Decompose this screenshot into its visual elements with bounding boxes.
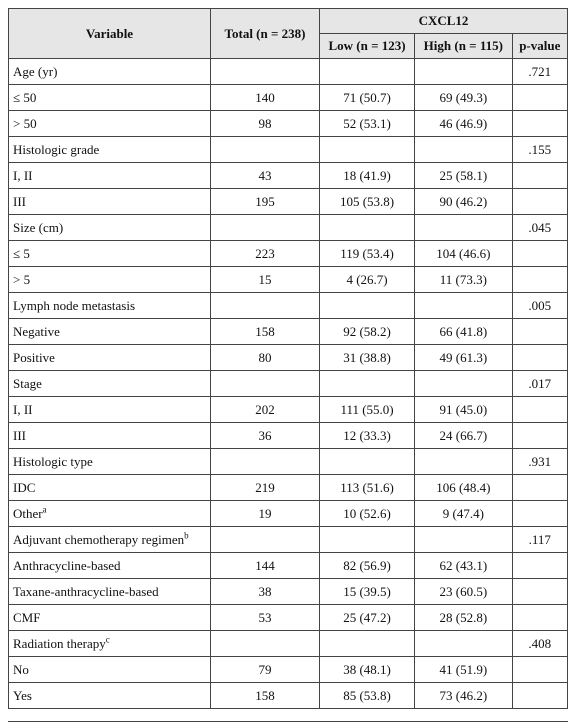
table-row [9, 527, 568, 553]
row-high [415, 423, 513, 449]
row-low-text: 25 (47.2) [343, 609, 391, 625]
row-high-text: 41 (51.9) [439, 661, 488, 677]
table-row [9, 163, 568, 189]
row-low [320, 527, 415, 553]
row-low [320, 371, 415, 397]
row-label [9, 267, 211, 293]
row-high [415, 319, 513, 345]
row-low-text: 10 (52.6) [343, 505, 391, 521]
row-total-text: 79 [258, 661, 272, 677]
row-low [320, 215, 415, 241]
table-row [9, 553, 568, 579]
row-total [211, 475, 320, 501]
row-high [415, 215, 513, 241]
row-label-text: Adjuvant chemotherapy regimen [13, 531, 185, 547]
row-p-value [512, 267, 567, 293]
row-high-text: 11 (73.3) [439, 271, 487, 287]
row-total [211, 85, 320, 111]
header-variable: Variable [9, 9, 211, 59]
row-high [415, 241, 513, 267]
table-row [9, 397, 568, 423]
row-p-value [512, 657, 567, 683]
table-row [9, 85, 568, 111]
row-low [320, 345, 415, 371]
row-p-value-text: .721 [528, 63, 552, 79]
row-total-text: 158 [255, 323, 275, 339]
header-p-value: p-value [512, 34, 567, 59]
row-p-value [512, 527, 567, 553]
row-total [211, 345, 320, 371]
row-p-value-text: .155 [528, 141, 552, 157]
row-total [211, 397, 320, 423]
row-low [320, 683, 415, 709]
row-low [320, 111, 415, 137]
row-low [320, 59, 415, 85]
row-low-text: 18 (41.9) [343, 167, 391, 183]
table-row [9, 267, 568, 293]
row-label-text: Anthracycline-based [13, 557, 121, 573]
row-total [211, 319, 320, 345]
row-high [415, 579, 513, 605]
row-high-text: 28 (52.8) [439, 609, 488, 625]
row-label-text: Age (yr) [13, 63, 58, 79]
row-p-value [512, 475, 567, 501]
row-label [9, 475, 211, 501]
row-low-text: 85 (53.8) [343, 687, 391, 703]
row-high [415, 553, 513, 579]
row-high-text: 66 (41.8) [439, 323, 488, 339]
row-low [320, 449, 415, 475]
row-total-text: 219 [255, 479, 275, 495]
row-total [211, 163, 320, 189]
row-label [9, 59, 211, 85]
row-total-text: 80 [258, 349, 272, 365]
row-total [211, 111, 320, 137]
row-label [9, 501, 211, 527]
row-high [415, 345, 513, 371]
row-p-value [512, 605, 567, 631]
row-low-text: 82 (56.9) [343, 557, 391, 573]
row-low-text: 15 (39.5) [343, 583, 391, 599]
row-high-text: 25 (58.1) [439, 167, 488, 183]
row-total [211, 657, 320, 683]
row-high [415, 111, 513, 137]
row-high [415, 657, 513, 683]
row-p-value [512, 215, 567, 241]
row-p-value-text: .931 [528, 453, 552, 469]
table-row [9, 59, 568, 85]
row-high-text: 23 (60.5) [439, 583, 488, 599]
row-p-value-text: .005 [528, 297, 552, 313]
row-p-value [512, 423, 567, 449]
row-high-text: 90 (46.2) [439, 193, 488, 209]
row-low-text: 119 (53.4) [340, 245, 394, 261]
row-high-text: 73 (46.2) [439, 687, 488, 703]
row-label-text: CMF [13, 609, 41, 625]
row-high-text: 106 (48.4) [436, 479, 491, 495]
table-row [9, 449, 568, 475]
row-total-text: 38 [258, 583, 272, 599]
row-label-text: Taxane-anthracycline-based [13, 583, 159, 599]
row-high [415, 267, 513, 293]
row-high [415, 605, 513, 631]
row-low-text: 92 (58.2) [343, 323, 391, 339]
row-label [9, 605, 211, 631]
row-total-text: 43 [258, 167, 272, 183]
row-p-value [512, 631, 567, 657]
row-p-value [512, 449, 567, 475]
row-label-text: Yes [13, 687, 32, 703]
row-total [211, 449, 320, 475]
row-label-text: I, II [13, 401, 33, 417]
table-row [9, 631, 568, 657]
row-high-text: 62 (43.1) [439, 557, 488, 573]
row-total [211, 683, 320, 709]
table-row [9, 683, 568, 709]
table-row [9, 215, 568, 241]
row-label-text: Radiation therapy [13, 635, 106, 651]
row-p-value [512, 59, 567, 85]
table-row [9, 579, 568, 605]
row-total [211, 241, 320, 267]
row-low [320, 579, 415, 605]
row-total [211, 605, 320, 631]
row-label-text: Negative [13, 323, 60, 339]
row-low-text: 111 (55.0) [340, 401, 394, 417]
footnote-marker: c [105, 634, 110, 645]
row-high [415, 475, 513, 501]
row-high [415, 371, 513, 397]
row-p-value [512, 553, 567, 579]
row-total [211, 501, 320, 527]
header-total: Total (n = 238) [211, 9, 320, 59]
table-row [9, 293, 568, 319]
row-label-text: ≤ 5 [13, 245, 30, 261]
table-body [9, 59, 568, 709]
header-low: Low (n = 123) [320, 34, 415, 59]
table-row [9, 189, 568, 215]
row-high [415, 449, 513, 475]
table-row [9, 605, 568, 631]
table-row [9, 371, 568, 397]
row-p-value [512, 189, 567, 215]
row-p-value [512, 137, 567, 163]
row-label [9, 137, 211, 163]
row-label-text: Size (cm) [13, 219, 64, 235]
row-p-value [512, 371, 567, 397]
row-high-text: 69 (49.3) [439, 89, 488, 105]
row-high-text: 104 (46.6) [436, 245, 491, 261]
row-label [9, 631, 211, 657]
row-high [415, 501, 513, 527]
row-p-value-text: .045 [528, 219, 552, 235]
row-low [320, 501, 415, 527]
row-total [211, 267, 320, 293]
row-label [9, 111, 211, 137]
row-p-value [512, 241, 567, 267]
row-total [211, 189, 320, 215]
row-total-text: 36 [258, 427, 272, 443]
row-total-text: 195 [255, 193, 275, 209]
row-low [320, 163, 415, 189]
row-label-text: Histologic type [13, 453, 93, 469]
row-label [9, 293, 211, 319]
row-label [9, 397, 211, 423]
table-row [9, 111, 568, 137]
table-row [9, 423, 568, 449]
row-low [320, 293, 415, 319]
row-p-value [512, 85, 567, 111]
row-label [9, 683, 211, 709]
table-row [9, 657, 568, 683]
row-p-value-text: .117 [528, 531, 551, 547]
row-low-text: 4 (26.7) [346, 271, 388, 287]
row-p-value-text: .408 [528, 635, 552, 651]
row-total-text: 15 [258, 271, 272, 287]
table-row [9, 319, 568, 345]
row-low-text: 113 (51.6) [340, 479, 394, 495]
row-low [320, 137, 415, 163]
row-label-text: III [13, 427, 26, 443]
bottom-rule [8, 721, 568, 722]
row-label [9, 657, 211, 683]
row-label [9, 579, 211, 605]
row-low [320, 85, 415, 111]
row-label [9, 215, 211, 241]
row-low-text: 12 (33.3) [343, 427, 391, 443]
row-p-value [512, 397, 567, 423]
row-p-value [512, 111, 567, 137]
row-p-value [512, 683, 567, 709]
row-label-text: No [13, 661, 29, 677]
row-low [320, 319, 415, 345]
row-p-value [512, 293, 567, 319]
row-low-text: 52 (53.1) [343, 115, 391, 131]
row-low [320, 553, 415, 579]
row-high [415, 683, 513, 709]
row-low-text: 105 (53.8) [339, 193, 395, 209]
row-high [415, 527, 513, 553]
row-low [320, 189, 415, 215]
row-label [9, 163, 211, 189]
row-p-value-text: .017 [528, 375, 552, 391]
table-row [9, 501, 568, 527]
row-label-text: Stage [13, 375, 42, 391]
row-low [320, 605, 415, 631]
row-total-text: 144 [255, 557, 275, 573]
row-p-value [512, 319, 567, 345]
row-low-text: 31 (38.8) [343, 349, 391, 365]
row-label [9, 241, 211, 267]
header-high: High (n = 115) [415, 34, 513, 59]
header-cxcl12-group: CXCL12 [320, 9, 568, 34]
row-p-value [512, 345, 567, 371]
row-total [211, 631, 320, 657]
row-total [211, 137, 320, 163]
row-low [320, 423, 415, 449]
row-high-text: 91 (45.0) [439, 401, 488, 417]
row-label [9, 189, 211, 215]
cxcl12-clinicopathologic-table [8, 8, 568, 709]
row-total-text: 223 [255, 245, 275, 261]
row-low [320, 397, 415, 423]
row-high [415, 397, 513, 423]
row-p-value [512, 163, 567, 189]
row-low-text: 38 (48.1) [343, 661, 391, 677]
row-total-text: 140 [255, 89, 275, 105]
table-row [9, 475, 568, 501]
row-high-text: 9 (47.4) [442, 505, 484, 521]
row-label-text: IDC [13, 479, 36, 495]
row-high [415, 293, 513, 319]
row-total [211, 59, 320, 85]
row-low [320, 657, 415, 683]
row-p-value [512, 579, 567, 605]
row-label [9, 423, 211, 449]
row-label [9, 319, 211, 345]
row-high-text: 49 (61.3) [439, 349, 488, 365]
row-total-text: 98 [258, 115, 272, 131]
row-low [320, 475, 415, 501]
row-label-text: Histologic grade [13, 141, 100, 157]
row-low [320, 631, 415, 657]
table-row [9, 137, 568, 163]
row-label [9, 85, 211, 111]
footnote-marker: a [42, 504, 47, 515]
row-low [320, 241, 415, 267]
row-label-text: Lymph node metastasis [13, 297, 136, 313]
row-total [211, 293, 320, 319]
row-label-text: ≤ 50 [13, 89, 37, 105]
row-high [415, 163, 513, 189]
row-high [415, 631, 513, 657]
row-low [320, 267, 415, 293]
row-label [9, 553, 211, 579]
row-high [415, 137, 513, 163]
row-total-text: 158 [255, 687, 275, 703]
row-total [211, 553, 320, 579]
row-total [211, 527, 320, 553]
row-total [211, 215, 320, 241]
row-total [211, 579, 320, 605]
row-total-text: 19 [258, 505, 272, 521]
row-label [9, 371, 211, 397]
row-label-text: > 50 [13, 115, 37, 131]
row-label [9, 527, 211, 553]
row-high [415, 85, 513, 111]
row-label [9, 449, 211, 475]
row-total [211, 423, 320, 449]
row-label-text: III [13, 193, 26, 209]
row-total [211, 371, 320, 397]
row-label-text: I, II [13, 167, 33, 183]
row-high-text: 46 (46.9) [439, 115, 488, 131]
table-row [9, 241, 568, 267]
row-label-text: Other [13, 505, 43, 521]
row-high [415, 189, 513, 215]
row-total-text: 202 [255, 401, 275, 417]
table-row [9, 345, 568, 371]
row-label-text: > 5 [13, 271, 31, 287]
row-label-text: Positive [13, 349, 55, 365]
row-high [415, 59, 513, 85]
row-p-value [512, 501, 567, 527]
row-total-text: 53 [258, 609, 272, 625]
row-high-text: 24 (66.7) [439, 427, 488, 443]
row-low-text: 71 (50.7) [343, 89, 391, 105]
footnote-marker: b [184, 530, 189, 541]
row-label [9, 345, 211, 371]
